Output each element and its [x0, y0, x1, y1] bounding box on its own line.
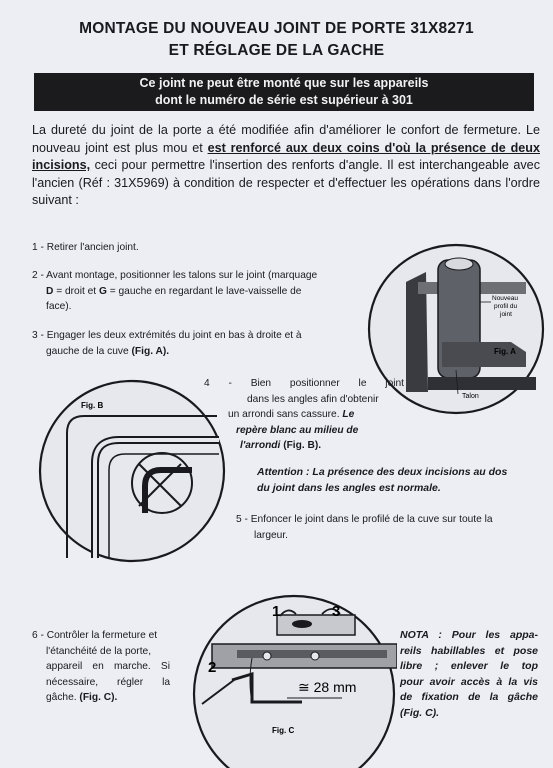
- banner-line-1: Ce joint ne peut être monté que sur les appareils: [139, 76, 429, 90]
- marking-g: G: [98, 285, 107, 297]
- step-3-line-2: [32, 344, 362, 360]
- step-4-line-1: 4 - Bien positionner le joint: [204, 378, 404, 389]
- step-6-line-4: nécessaire, régler la: [46, 676, 170, 688]
- step-2: [32, 268, 352, 315]
- step-2-end: = gauche en regardant le lave-vaisselle de: [106, 285, 302, 297]
- label-profile-3: joint: [500, 311, 512, 318]
- step-4-text: un arrondi sans cassure.: [228, 409, 343, 420]
- step-5-line-1: 5 - Enfoncer le joint dans le profilé de la cuve sur toute la: [236, 514, 493, 525]
- nota-line-1: NOTA : Pour les appa-: [400, 629, 538, 641]
- intro-paragraph: [32, 122, 540, 210]
- nota-line-5: de fixation de la gâche: [400, 691, 538, 704]
- seal-end: [445, 258, 473, 270]
- intro-emphasis: est renforcé aux deux coins d'où la présence de deux incisions,: [32, 140, 540, 173]
- nota-line-4: pour avoir accès à la vis: [400, 675, 538, 688]
- fig-c-step-3: 3: [332, 603, 341, 620]
- step-6-fig-ref: (Fig. C).: [76, 692, 118, 703]
- nota-line-2: reils habillables et pose: [400, 644, 538, 657]
- nota-line-3: libre ; enlever le top: [400, 660, 538, 673]
- step-3-text: gauche de la cuve: [46, 345, 132, 357]
- step-3-fig-ref: (Fig. A).: [131, 345, 170, 357]
- step-1: 1 - Retirer l'ancien joint.: [32, 242, 139, 253]
- fig-b-caption: Fig. B: [81, 401, 104, 410]
- step-6-line-5: [32, 690, 170, 706]
- step-6: [32, 628, 170, 706]
- fixing-hole-2: [311, 652, 319, 660]
- step-2-line-3: face).: [46, 301, 72, 312]
- step-6-line-1: 6 - Contrôler la fermeture et: [32, 630, 158, 641]
- step-4-line-5: [204, 438, 404, 454]
- fig-c-caption: Fig. C: [272, 726, 295, 735]
- marking-d: D: [46, 285, 54, 297]
- fig-c-measure: ≅ 28 mm: [298, 679, 357, 695]
- fig-c-step-2: 2: [208, 659, 217, 676]
- attention-note: [257, 465, 540, 496]
- step-5: [236, 512, 540, 543]
- step-6-line-3: appareil en marche. Si: [46, 661, 170, 672]
- page-title-line-2: ET RÉGLAGE DE LA GACHE: [168, 42, 385, 59]
- fig-c-step-1: 1: [272, 603, 281, 620]
- label-profile-1: Nouveau: [492, 295, 519, 302]
- nota-line-6: (Fig. C).: [400, 706, 440, 719]
- figure-c: [192, 592, 397, 768]
- tank-bottom: [428, 377, 536, 390]
- fixing-hole-1: [263, 652, 271, 660]
- step-4-fig-ref: (Fig. B).: [280, 440, 322, 451]
- step-5-line-2: largeur.: [254, 529, 288, 541]
- step-6-text: gâche.: [46, 692, 77, 703]
- attention-line-2: du joint dans les angles est normale.: [257, 481, 441, 494]
- step-4-line-4: [204, 423, 404, 439]
- fig-a-caption: Fig. A: [494, 347, 516, 356]
- step-4: [204, 376, 404, 454]
- step-3-line-1: 3 - Engager les deux extrémités du joint en bas à droite et à: [32, 330, 302, 341]
- step-2-mid: = droit et: [53, 285, 99, 297]
- step-4-bold-middle: repère blanc au milieu de: [236, 424, 359, 436]
- step-4-bold-end: l'arrondi: [240, 440, 281, 451]
- label-talon: Talon: [462, 393, 479, 400]
- nota-block: [400, 628, 538, 722]
- step-4-bold-start: Le: [342, 409, 355, 420]
- step-4-line-3: [204, 407, 404, 423]
- intro-text-2: ceci pour permettre l'insertion des renforts d'angle. Il est interchangeable avec l'ancien (Réf : 31X5969) à condition de respecter et d'effectuer les opérations dans l'ordre suivant :: [32, 158, 540, 208]
- page-title-line-1: MONTAGE DU NOUVEAU JOINT DE PORTE 31X8271: [79, 20, 474, 37]
- step-2-line-1: 2 - Avant montage, positionner les talons sur le joint (marquage: [32, 270, 318, 281]
- step-4-line-2: dans les angles afin d'obtenir: [247, 393, 379, 405]
- strike-plate: [277, 615, 355, 635]
- strike-screw: [292, 620, 312, 628]
- figure-b: [37, 378, 227, 564]
- warning-banner: [34, 73, 534, 111]
- step-2-line-2: [32, 284, 352, 300]
- attention-line-1: Attention : La présence des deux incisions au dos: [257, 466, 508, 478]
- banner-line-2: dont le numéro de série est supérieur à 301: [155, 93, 413, 107]
- step-3: [32, 328, 362, 359]
- label-profile-2: profil du: [494, 303, 518, 310]
- intro-text-1: La dureté du joint de la porte a été modifiée afin d'améliorer le confort de fermeture. Le nouveau joint est plus mou et: [32, 123, 540, 155]
- step-6-line-2: l'étanchéité de la porte,: [46, 645, 152, 657]
